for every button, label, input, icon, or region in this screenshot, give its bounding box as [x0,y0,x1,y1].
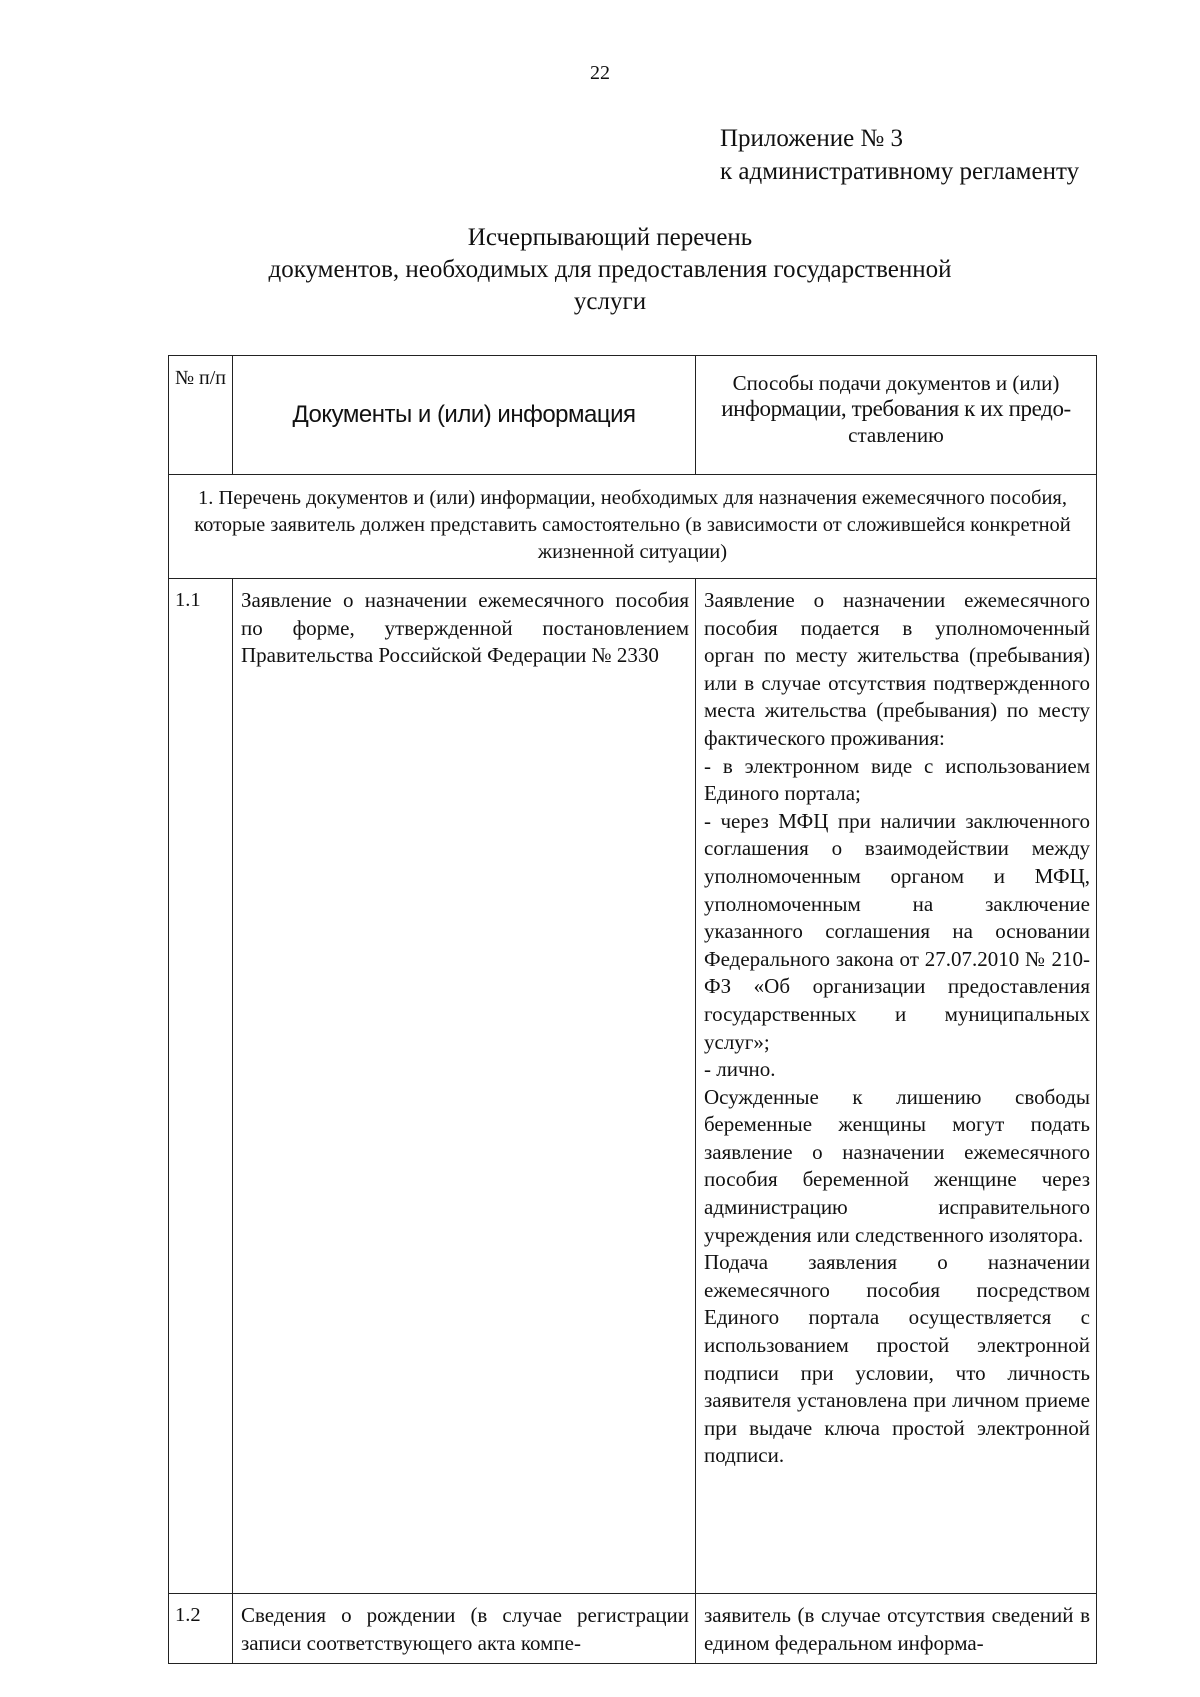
ways-paragraph: Подача заявления о назначении ежемесячного пособия посредством Единого портала осуществляется с использованием простой электронной подписи при условии, что личность заявителя установлена при личном приеме при выдаче ключа простой электронной подписи. [704,1250,1090,1468]
table-row [169,1594,1097,1664]
row-document: Заявление о назначении ежемесячного пособия по форме, утвержденной постановлением Правительства Российской Федерации № 2330 [233,579,696,1594]
header-ways-line-3: ставлению [848,423,944,447]
table-row [169,579,1097,1594]
row-number: 1.1 [169,579,233,1594]
ways-paragraph: Заявление о назначении ежемесячного пособия подается в уполномоченный орган по месту жительства (пребывания) или в случае отсутствия подтвержденного места жительства (пребывания) по месту фактического проживания: [704,588,1090,750]
appendix-line-2: к административному регламенту [720,158,1080,185]
ways-paragraph: - в электронном виде с использованием Единого портала; [704,753,1090,806]
row-number: 1.2 [169,1594,233,1664]
page-number: 22 [590,62,610,84]
row-ways [696,1594,1097,1664]
header-ways-line-2: информации, требования к их предо- [721,396,1071,421]
row-ways [696,579,1097,1594]
section-row [169,475,1097,579]
header-ways [696,356,1097,475]
ways-paragraph: заявитель (в случае отсутствия сведений в едином федеральном информа- [704,1603,1090,1655]
header-ways-line-1: Способы подачи документов и (или) [732,371,1060,395]
document-title [160,222,1060,318]
ways-paragraph: - через МФЦ при наличии заключенного соглашения о взаимодействии между уполномоченным органом и МФЦ, уполномоченным на заключение указанного соглашения на основании Федерального закона от 27.07.2010 № 210-ФЗ «Об организации предоставления государственных и муниципальных услуг»; [704,808,1090,1054]
title-line-3: услуги [573,288,647,315]
appendix-line-1: Приложение № 3 [720,125,904,152]
row-document: Сведения о рождении (в случае регистрации записи соответствующего акта компе- [233,1594,696,1664]
title-line-2: документов, необходимых для предоставления государственной [268,256,952,283]
documents-table [168,355,1097,1664]
section-1-heading: 1. Перечень документов и (или) информации, необходимых для назначения ежемесячного пособия, которые заявитель должен представить самостоятельно (в зависимости от сложившейся конкретной жизненной ситуации) [169,475,1097,579]
ways-paragraph: Осужденные к лишению свободы беременные женщины могут подать заявление о назначении ежемесячного пособия беременной женщине через администрацию исправительного учреждения или следственного изолятора. [704,1084,1090,1247]
header-number: № п/п [169,356,233,475]
header-documents: Документы и (или) информация [233,356,696,475]
table-header-row [169,356,1097,475]
title-line-1: Исчерпывающий перечень [467,224,753,251]
ways-paragraph: - лично. [704,1057,776,1082]
appendix-heading [720,122,1079,188]
